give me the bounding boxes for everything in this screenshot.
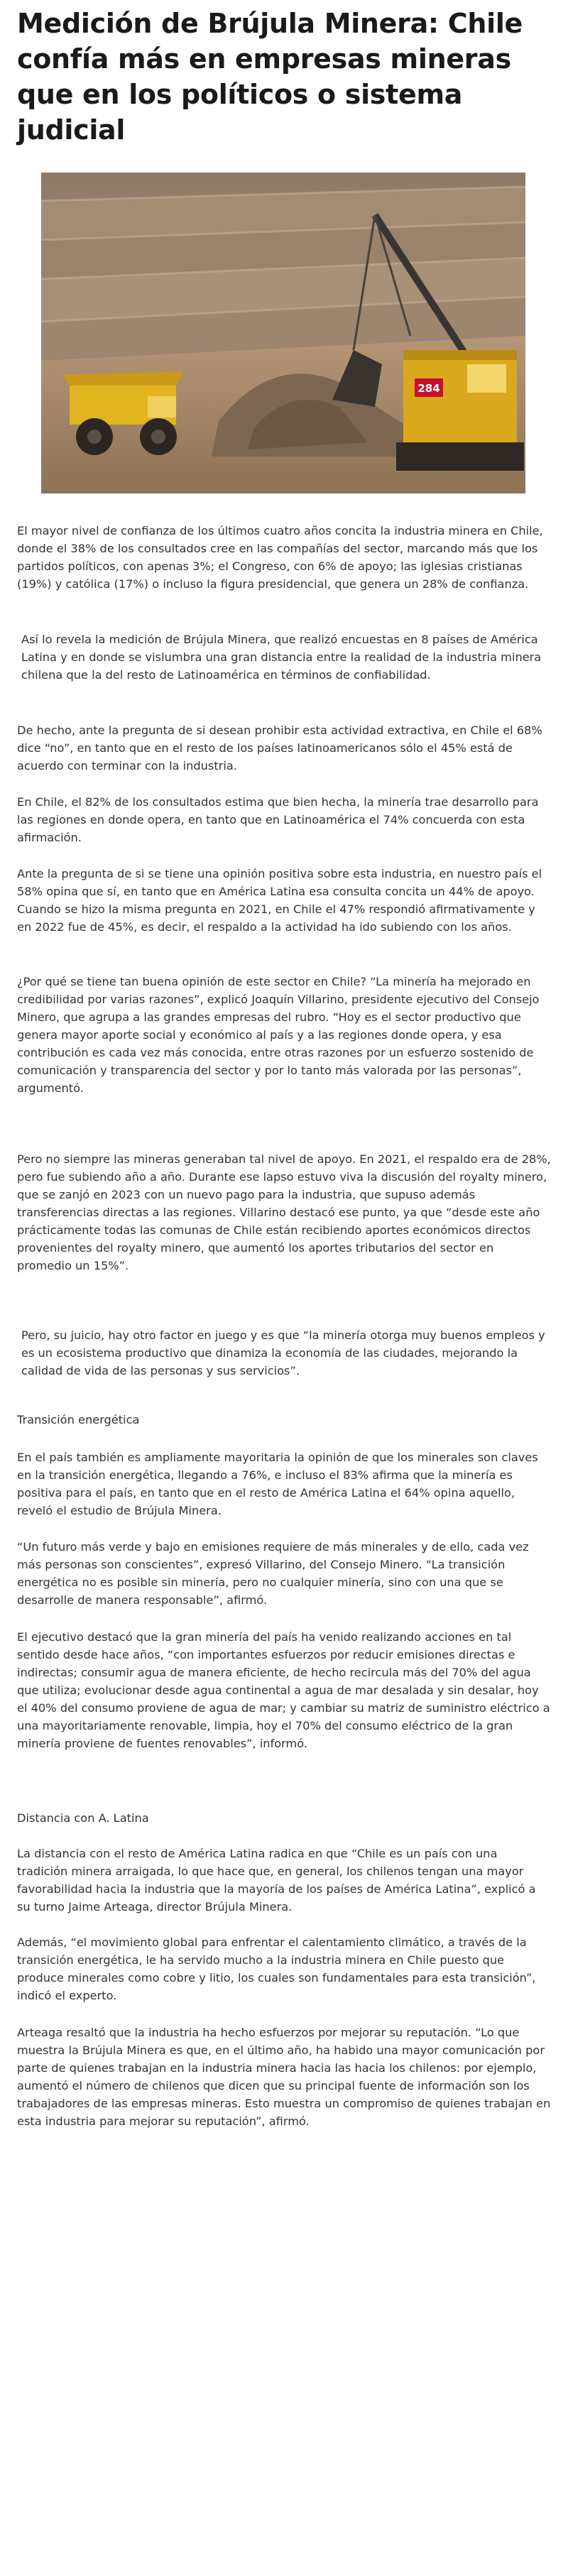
paragraph-2: Así lo revela la medición de Brújula Minera, que realizó encuestas en 8 países de América Latina y en donde se vislumbra una gran distancia entre la realidad de la industria minera chilena que la del resto de Latinoamérica en términos de confiabilidad. bbox=[21, 633, 542, 682]
subheading-latin-america: Distancia con A. Latina bbox=[17, 1811, 149, 1825]
paragraph-8: Pero, su juicio, hay otro factor en juego y es que “la minería otorga muy buenos empleos y es un ecosistema productivo que dinamiza la economía de las ciudades, mejorando la calidad de vida de las personas y sus servicios”. bbox=[21, 1328, 545, 1377]
shovel-number: 284 bbox=[417, 382, 440, 395]
paragraph-13: Además, “el movimiento global para enfrentar el calentamiento climático, a través de la transición energética, le ha servido mucho a la industria minera en Chile puesto que produce minerales como cobre y litio, los cuales son fundamentales para esta transición”, indicó el experto. bbox=[17, 1936, 536, 2002]
paragraph-4: En Chile, el 82% de los consultados estima que bien hecha, la minería trae desarrollo para las regiones en donde opera, en tanto que en Latinoamérica el 74% concuerda con esta afirmación. bbox=[17, 795, 539, 844]
paragraph-11: El ejecutivo destacó que la gran minería del país ha venido realizando acciones en tal sentido desde hace años, “con importantes esfuerzos por reducir emisiones directas e indirectas; consumir agua de manera eficiente, de hecho recircula más del 70% del agua que utiliza; evolucionar desde agua continental a agua de mar desalada y sin desalar, hoy el 40% del consumo proviene de agua de mar; y cambiar su matriz de suministro eléctrico a una mayoritariamente renovable, limpia, hoy el 70% del consumo eléctrico de la gran minería proviene de fuentes renovables”, informó. bbox=[17, 1630, 550, 1750]
mining-scene-illustration bbox=[41, 173, 525, 493]
paragraph-12: La distancia con el resto de América Latina radica en que “Chile es un país con una tradición minera arraigada, lo que hace que, en general, los chilenos tengan una mayor favorabilidad hacia la industria que la mayoría de los países de América Latina”, explicó a su turno Jaime Arteaga, director Brújula Minera. bbox=[17, 1847, 536, 1914]
hero-image bbox=[41, 173, 525, 493]
paragraph-10: “Un futuro más verde y bajo en emisiones requiere de más minerales y de ello, cada vez más personas son conscientes”, expresó Villarino, del Consejo Minero. “La transición energética no es posible sin minería, pero no cualquier minería, sino con una que se desarrolle de manera responsable”, afirmó. bbox=[17, 1540, 529, 1607]
paragraph-9: En el país también es ampliamente mayoritaria la opinión de que los minerales son claves en la transición energética, llegando a 76%, e incluso el 83% afirma que la minería es positiva para el país, en tanto que en el resto de América Latina el 64% opina aquello, reveló el estudio de Brújula Minera. bbox=[17, 1451, 538, 1517]
paragraph-7: Pero no siempre las mineras generaban tal nivel de apoyo. En 2021, el respaldo era de 28%, pero fue subiendo año a año. Durante ese lapso estuvo viva la discusión del royalty minero, que se zanjó en 2023 con un nuevo pago para la industria, que supuso además transferencias directas a las regiones. Villarino destacó ese punto, ya que “desde este año prácticamente todas las comunas de Chile están recibiendo aportes económicos directos provenientes del royalty minero, que aumentó los aportes tributarios del sector en promedio un 15%”. bbox=[17, 1152, 551, 1272]
paragraph-5: Ante la pregunta de si se tiene una opinión positiva sobre esta industria, en nuestro país el 58% opina que sí, en tanto que en América Latina esa consulta concita un 44% de apoyo. Cuando se hizo la misma pregunta en 2021, en Chile el 47% respondió afirmativamente y en 2022 fue de 45%, es decir, el respaldo a la actividad ha ido subiendo con los años. bbox=[17, 867, 542, 934]
subheading-energy-transition: Transición energética bbox=[17, 1413, 140, 1426]
paragraph-3: De hecho, ante la pregunta de si desean prohibir esta actividad extractiva, en Chile el 68% dice “no”, en tanto que en el resto de los países latinoamericanos sólo el 45% está de acuerdo con terminar con la industria. bbox=[17, 724, 542, 773]
paragraph-6: ¿Por qué se tiene tan buena opinión de este sector en Chile? “La minería ha mejorado en credibilidad por varias razones”, explicó Joaquín Villarino, presidente ejecutivo del Consejo Minero, que agrupa a las grandes empresas del rubro. “Hoy es el sector productivo que genera mayor aporte social y económico al país y a las regiones donde opera, y esa contribución es cada vez más conocida, entre otras razones por un esfuerzo sostenido de comunicación y transparencia del sector y por lo tanto más valorada por las personas”, argumentó. bbox=[17, 975, 540, 1095]
article-headline: Medición de Brújula Minera: Chile confía más en empresas mineras que en los políticos o sistema judicial bbox=[17, 8, 523, 146]
paragraph-14: Arteaga resaltó que la industria ha hecho esfuerzos por mejorar su reputación. “Lo que muestra la Brújula Minera es que, en el último año, ha habido una mayor comunicación por parte de quienes trabajan en la industria minera hacia las hacia los chilenos: por ejemplo, aumentó el número de chilenos que dicen que su principal fuente de información son los trabajadores de las empresas mineras. Esto muestra un compromiso de quienes trabajan en esta industria para mejorar su reputación”, afirmó. bbox=[17, 2026, 551, 2128]
paragraph-1: El mayor nivel de confianza de los últimos cuatro años concita la industria minera en Chile, donde el 38% de los consultados cree en las compañías del sector, marcando más que los partidos políticos, con apenas 3%; el Congreso, con 6% de apoyo; las iglesias cristianas (19%) y católica (17%) o incluso la figura presidencial, que genera un 28% de confianza. bbox=[17, 524, 543, 591]
